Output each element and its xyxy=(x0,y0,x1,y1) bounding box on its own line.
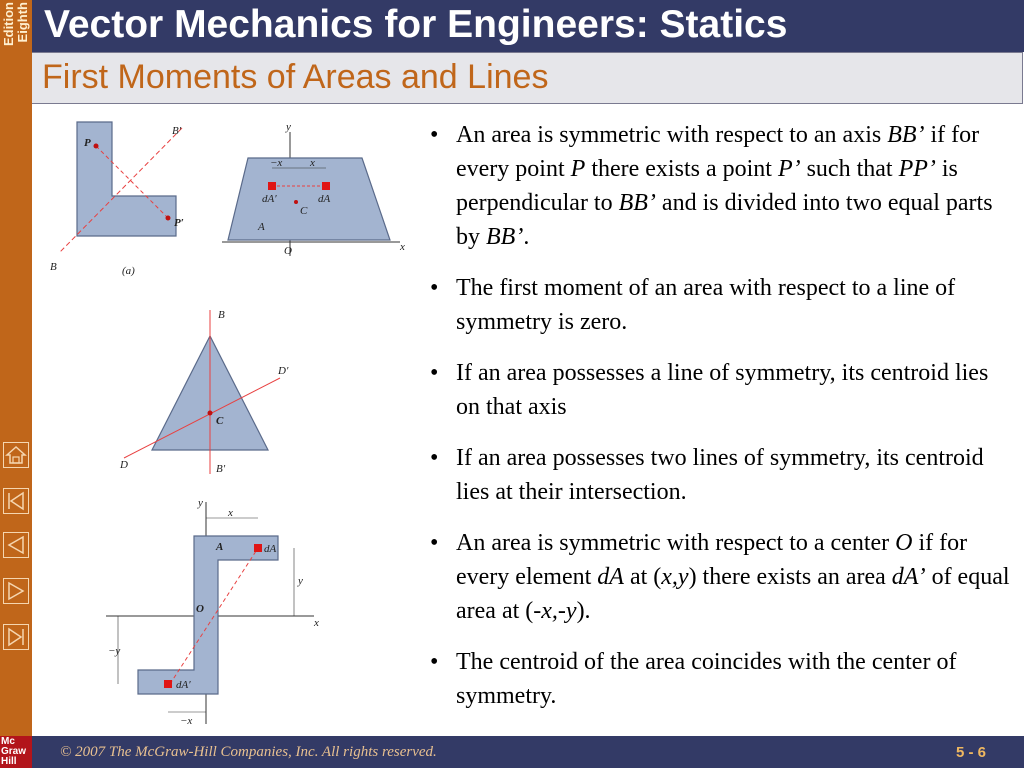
label-neg-x: −x xyxy=(270,157,283,169)
centroid-c xyxy=(294,200,298,204)
logo-line-1: Mc xyxy=(1,736,15,747)
mcgraw-hill-logo xyxy=(0,736,32,768)
label-o: O xyxy=(284,245,292,257)
figure-triangle xyxy=(110,302,306,482)
label-d-prime: D′ xyxy=(278,365,289,377)
label-neg-y: −y xyxy=(108,645,121,657)
label-p-prime: P′ xyxy=(174,217,184,229)
subtitle-bar xyxy=(32,52,1023,104)
bullet-italic-term: x,y xyxy=(661,564,689,590)
bullet-item xyxy=(424,645,1014,713)
bullet-text: If an area possesses a line of symmetry, its centroid lies on that axis xyxy=(456,360,989,420)
label-p: P xyxy=(84,137,91,149)
title-bar xyxy=(32,0,1024,52)
bullet-list xyxy=(424,118,1014,730)
first-slide-button[interactable] xyxy=(3,488,29,514)
next-slide-icon xyxy=(4,579,28,603)
page-title: Vector Mechanics for Engineers: Statics xyxy=(44,3,788,46)
home-icon xyxy=(4,443,28,467)
label-b: B xyxy=(50,261,57,273)
label-da: dA xyxy=(264,543,277,555)
bullet-text: ). xyxy=(576,598,591,624)
bullet-text: The first moment of an area with respect to a line of symmetry is zero. xyxy=(456,275,956,335)
edition-label xyxy=(0,0,32,60)
bullet-item xyxy=(424,526,1014,628)
edition-line-1: Eighth xyxy=(15,2,30,43)
edition-line-2: Edition xyxy=(1,2,16,47)
figure-l-shape xyxy=(40,112,210,284)
copyright-text: © 2007 The McGraw-Hill Companies, Inc. All rights reserved. xyxy=(60,744,437,760)
bullet-item xyxy=(424,118,1014,254)
bullet-text: such that xyxy=(800,156,899,182)
bullet-text: The centroid of the area coincides with the center of symmetry. xyxy=(456,649,957,709)
marker-da-prime xyxy=(164,680,172,688)
slide-subtitle: First Moments of Areas and Lines xyxy=(42,58,549,96)
z-shape-area xyxy=(138,536,278,694)
label-neg-x: −x xyxy=(180,715,193,727)
label-a: A xyxy=(216,541,224,553)
bullet-text: and is divided into two equal parts by xyxy=(456,190,993,250)
logo-line-3: Hill xyxy=(1,756,17,767)
centroid-c xyxy=(208,411,213,416)
bullet-text: ) there exists an area xyxy=(688,564,892,590)
bullet-italic-term: P xyxy=(570,156,586,182)
l-shape-area xyxy=(77,122,176,236)
bullet-italic-term: dA xyxy=(597,564,624,590)
bullet-italic-term: BB’ xyxy=(618,190,656,216)
point-p-prime xyxy=(166,216,171,221)
bullet-italic-term: P’ xyxy=(777,156,801,182)
point-p xyxy=(94,144,99,149)
bullet-italic-term: BB’ xyxy=(887,122,925,148)
last-slide-icon xyxy=(4,625,28,649)
left-sidebar xyxy=(0,0,32,768)
marker-da xyxy=(254,544,262,552)
bullet-item xyxy=(424,441,1014,509)
label-c: C xyxy=(216,415,224,427)
bullet-text: at ( xyxy=(623,564,662,590)
page-number: 5 - 6 xyxy=(955,744,986,761)
next-slide-button[interactable] xyxy=(3,578,29,604)
label-da: dA xyxy=(318,193,331,205)
label-a: A xyxy=(258,221,265,233)
trapezoid-area xyxy=(228,158,390,240)
bullet-text: . xyxy=(523,224,530,250)
previous-slide-button[interactable] xyxy=(3,532,29,558)
home-button[interactable] xyxy=(3,442,29,468)
bullet-italic-term: O xyxy=(895,530,913,556)
label-x-axis: x xyxy=(400,241,405,253)
logo-line-2: Graw xyxy=(1,746,27,757)
bullet-text: If an area possesses two lines of symmetry, its centroid lies at their intersection. xyxy=(456,445,984,505)
last-slide-button[interactable] xyxy=(3,624,29,650)
marker-da xyxy=(322,182,330,190)
bullet-italic-term: -x,-y xyxy=(533,598,577,624)
bullet-text: of equal area at ( xyxy=(456,564,1010,624)
label-b-prime: B′ xyxy=(172,125,182,137)
bullet-text: An area is symmetric with respect to an axis xyxy=(456,122,888,148)
bullet-text: there exists a point xyxy=(585,156,778,182)
label-c: C xyxy=(300,205,308,217)
figure-z-shape xyxy=(104,494,334,730)
figure-trapezoid xyxy=(218,118,414,268)
footer-bar xyxy=(32,736,1024,768)
label-y-right: y xyxy=(298,575,303,587)
label-da-prime: dA′ xyxy=(262,193,277,205)
label-b-prime: B′ xyxy=(216,463,226,475)
bullet-text: if for every point xyxy=(456,122,980,182)
label-x-top: x xyxy=(228,507,233,519)
label-o: O xyxy=(196,603,204,615)
bullet-text: An area is symmetric with respect to a center xyxy=(456,530,896,556)
label-b: B xyxy=(218,309,225,321)
label-y: y xyxy=(286,121,291,133)
marker-da-prime xyxy=(268,182,276,190)
first-slide-icon xyxy=(4,489,28,513)
bullet-italic-term: dA’ xyxy=(891,564,926,590)
bullet-italic-term: BB’ xyxy=(486,224,524,250)
bullet-italic-term: PP’ xyxy=(898,156,936,182)
label-pos-x: x xyxy=(310,157,315,169)
label-y-axis: y xyxy=(198,497,203,509)
bullet-text: is perpendicular to xyxy=(456,156,958,216)
bullet-item xyxy=(424,356,1014,424)
label-x-axis: x xyxy=(314,617,319,629)
previous-slide-icon xyxy=(4,533,28,557)
bullet-text: if for every element xyxy=(456,530,968,590)
label-d: D xyxy=(120,459,128,471)
bullet-item xyxy=(424,271,1014,339)
caption-a: (a) xyxy=(122,265,135,277)
label-da-prime: dA′ xyxy=(176,679,191,691)
